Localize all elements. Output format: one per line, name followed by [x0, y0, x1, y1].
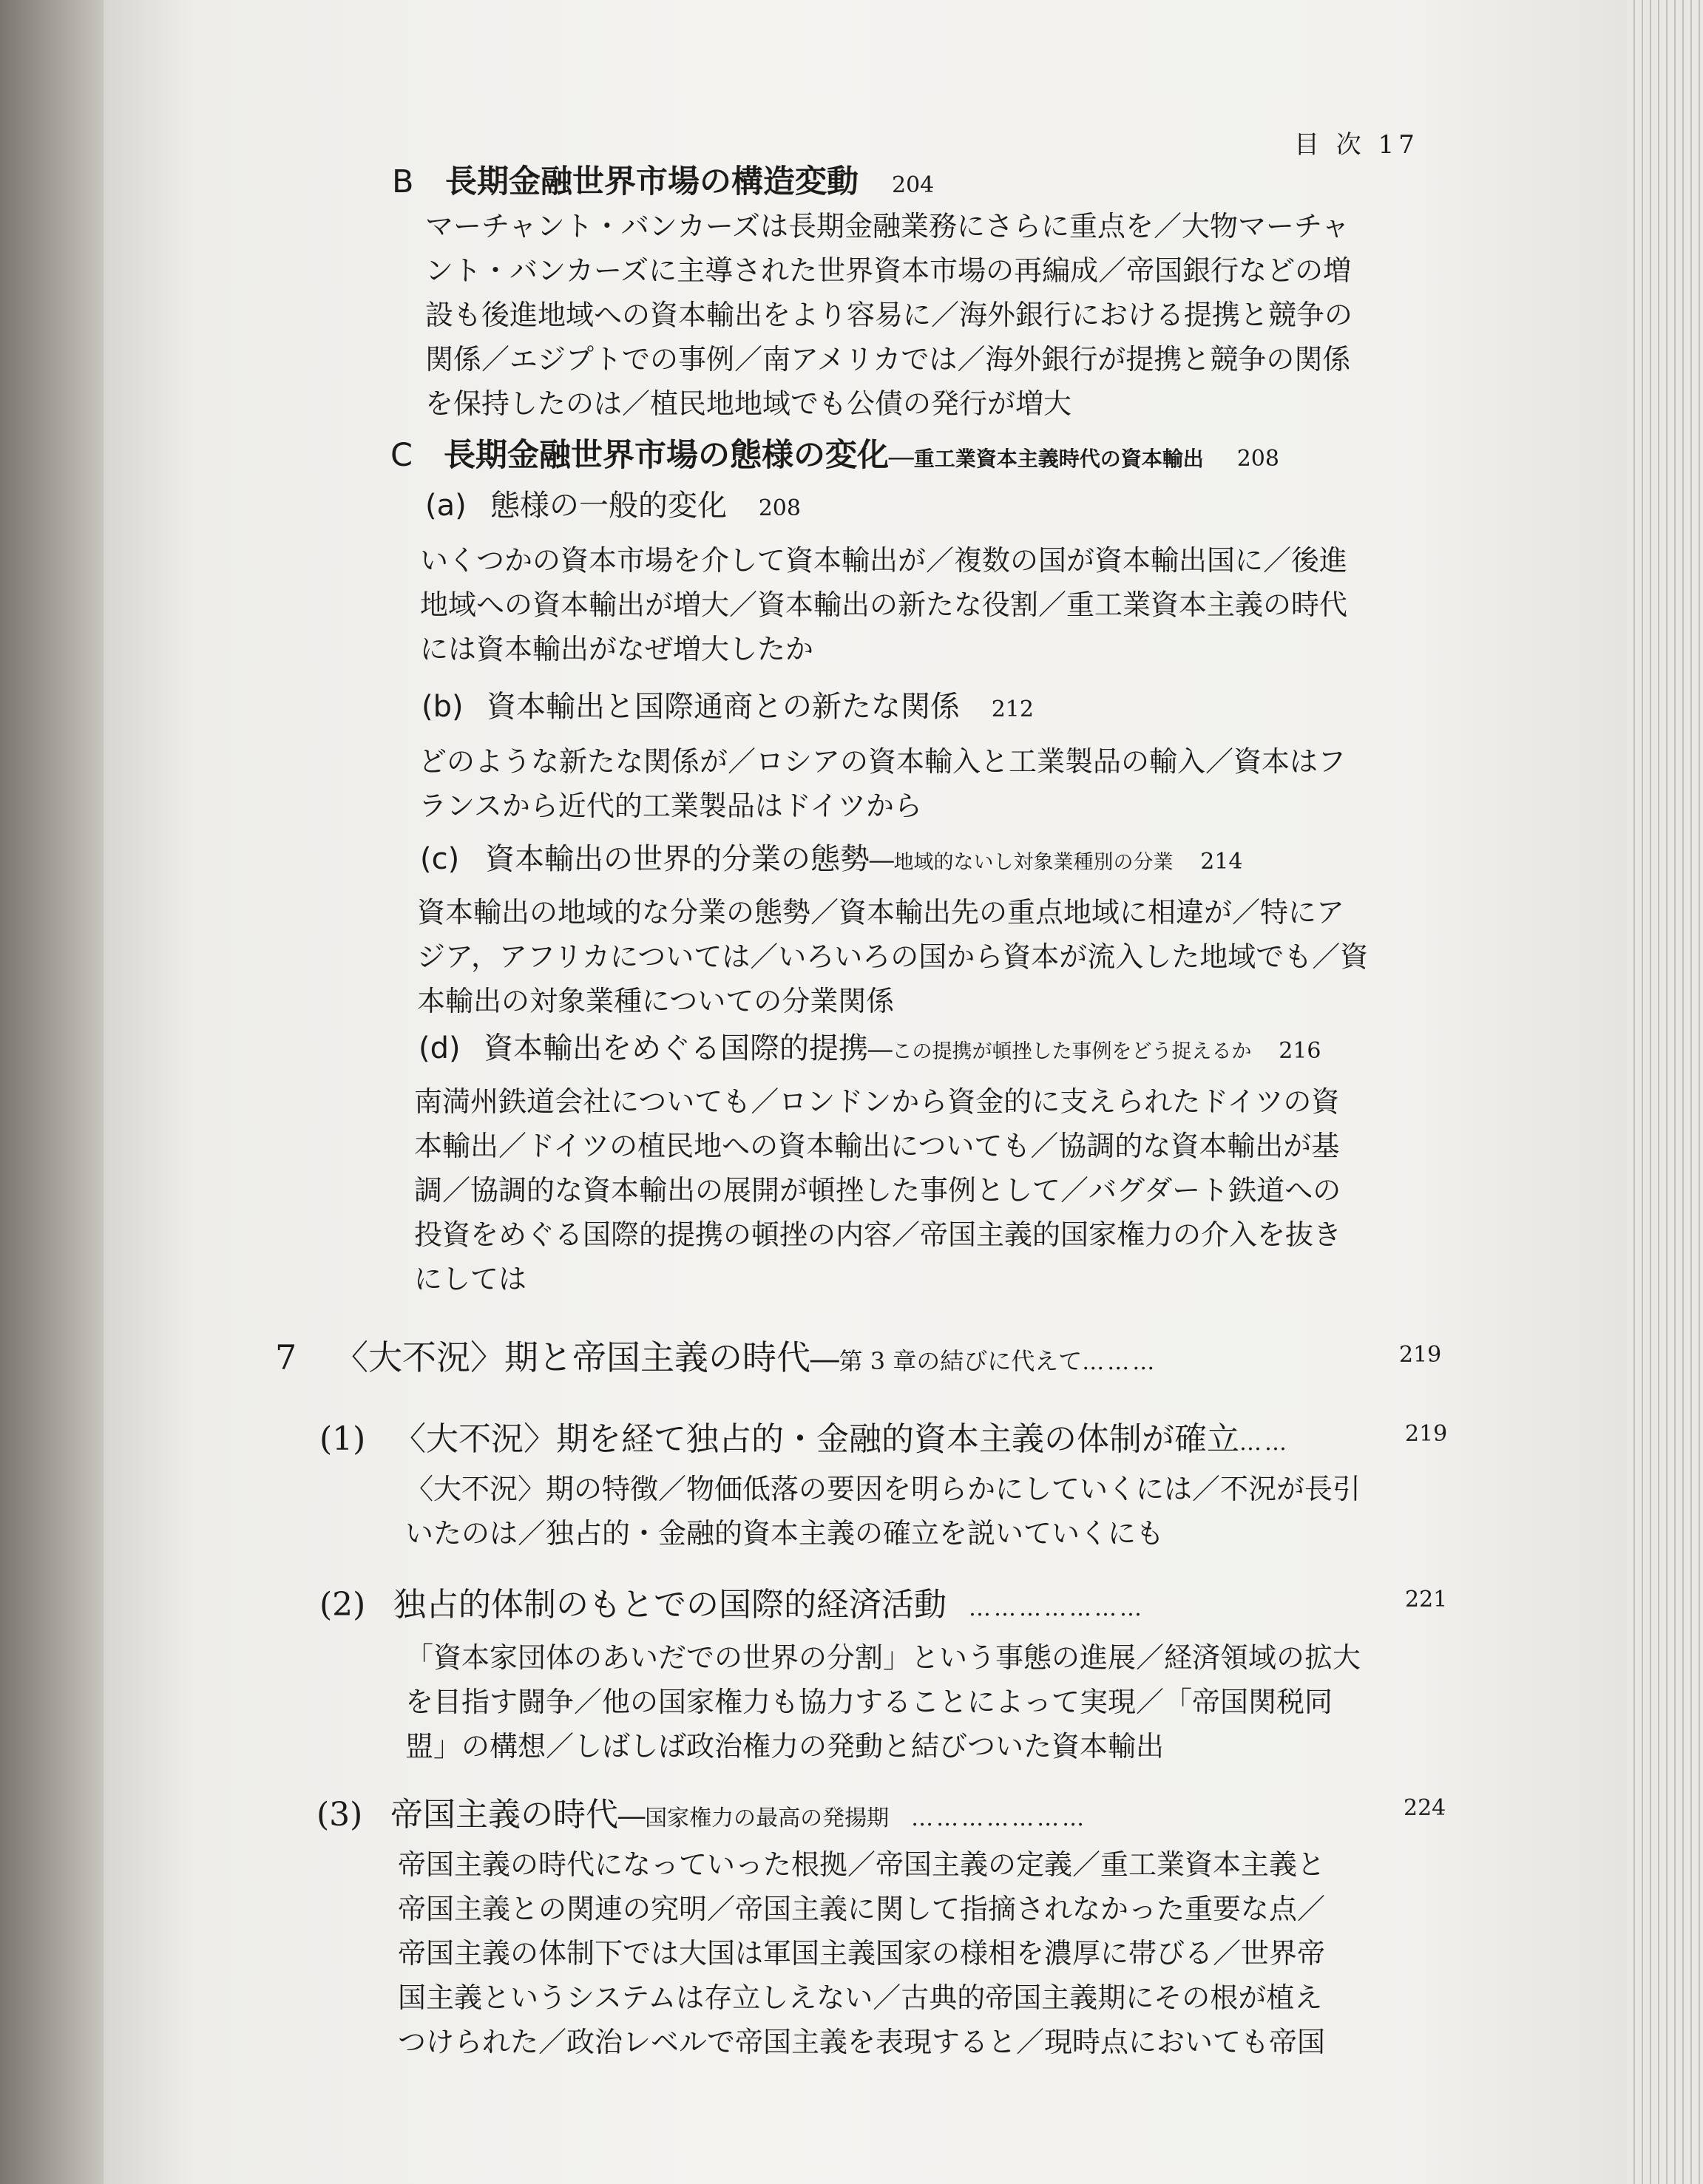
- toc-section-1: [319, 1412, 1290, 1459]
- summary-line: 本輸出／ドイツの植民地への資本輸出についても／協調的な資本輸出が基: [414, 1130, 1340, 1162]
- heading-mark: C: [390, 437, 413, 474]
- summary-line: 関係／エジプトでの事例／南アメリカでは／海外銀行が提携と競争の関係: [425, 343, 1351, 376]
- heading-title: 長期金融世界市場の構造変動: [445, 163, 859, 200]
- summary-line: いくつかの資本市場を介して資本輸出が／複数の国が資本輸出国に／後進: [420, 544, 1348, 577]
- section-title: 帝国主義の時代: [390, 1796, 618, 1834]
- chapter-subtitle: ──第 3 章の結びに代えて: [810, 1347, 1083, 1375]
- toc-heading-b: [392, 157, 934, 202]
- section-subtitle: ──国家権力の最高の発揚期: [618, 1805, 890, 1831]
- summary-line: 帝国主義との関連の究明／帝国主義に関して指摘されなかった重要な点／: [398, 1893, 1326, 1925]
- section-number: (1): [319, 1420, 366, 1458]
- heading-mark: B: [392, 163, 414, 200]
- summary-line: ント・バンカーズに主導された世界資本市場の再編成／帝国銀行などの増: [425, 254, 1352, 287]
- summary-line: 投資をめぐる国際的提携の頓挫の内容／帝国主義的国家権力の介入を抜き: [414, 1218, 1342, 1251]
- summary-line: いたのは／独占的・金融的資本主義の確立を説いていくにも: [405, 1517, 1165, 1550]
- toc-section-2: [319, 1578, 1145, 1625]
- leader-dots: ………: [1082, 1349, 1158, 1375]
- toc-summary-c-item: [417, 890, 1368, 1023]
- leader-dots: …………………: [969, 1595, 1145, 1621]
- summary-line: 〈大不況〉期の特徴／物価低落の要因を明らかにしていくには／不況が長引: [405, 1473, 1361, 1505]
- page-number: 208: [1236, 446, 1279, 472]
- summary-line: ジア，アフリカについては／いろいろの国から資本が流入した地域でも／資: [417, 940, 1369, 973]
- chapter-number: 7: [275, 1337, 297, 1377]
- heading-mark: (a): [425, 489, 467, 523]
- page-number: 214: [1200, 849, 1243, 875]
- summary-line: 資本輸出の地域的な分業の態勢／資本輸出先の重点地域に相違が／特にア: [417, 896, 1345, 929]
- section-title: 〈大不況〉期を経て独占的・金融的資本主義の体制が確立: [393, 1420, 1239, 1458]
- summary-line: 「資本家団体のあいだでの世界の分割」という事態の進展／経済領域の拡大: [405, 1641, 1361, 1674]
- leader-dots: ……: [1239, 1430, 1290, 1456]
- heading-mark: (c): [420, 842, 460, 876]
- summary-line: つけられた／政治レベルで帝国主義を表現すると／現時点においても帝国: [398, 2026, 1326, 2058]
- toc-summary-s3: [398, 1842, 1325, 2064]
- toc-summary-s1: [405, 1467, 1361, 1556]
- summary-line: 帝国主義の体制下では大国は軍国主義国家の様相を濃厚に帯びる／世界帝: [398, 1937, 1326, 1970]
- running-head: 目 次 17: [1294, 130, 1419, 160]
- summary-line: を目指す闘争／他の国家権力も協力することによって実現／「帝国関税同: [405, 1686, 1333, 1718]
- summary-line: 南満州鉄道会社についても／ロンドンから資金的に支えられたドイツの資: [414, 1085, 1340, 1118]
- heading-mark: (b): [421, 690, 464, 724]
- toc-section-3: [316, 1788, 1087, 1835]
- summary-line: 本輸出の対象業種についての分業関係: [417, 985, 895, 1017]
- chapter-title: 〈大不況〉期と帝国主義の時代: [334, 1337, 810, 1377]
- heading-subtitle: ──重工業資本主義時代の資本輸出: [889, 447, 1204, 471]
- heading-title: 資本輸出をめぐる国際的提携: [484, 1031, 868, 1065]
- toc-heading-c: [390, 430, 1279, 475]
- section-title: 独占的体制のもとでの国際的経済活動: [393, 1586, 947, 1624]
- toc-summary-s2: [405, 1635, 1361, 1768]
- section-page-number: 224: [1404, 1795, 1446, 1821]
- toc-summary-a: [420, 538, 1347, 671]
- summary-line: どのような新たな関係が／ロシアの資本輸入と工業製品の輸入／資本はフ: [419, 745, 1347, 778]
- page-number: 212: [991, 696, 1034, 722]
- summary-line: ランスから近代的工業製品はドイツから: [419, 790, 922, 822]
- page-number: 208: [758, 495, 801, 521]
- section-page-number: 221: [1405, 1587, 1448, 1612]
- summary-line: には資本輸出がなぜ増大したか: [420, 633, 814, 665]
- toc-summary-b-item: [419, 739, 1346, 828]
- heading-title: 資本輸出と国際通商との新たな関係: [487, 690, 960, 724]
- heading-title: 長期金融世界市場の態様の変化: [444, 437, 889, 474]
- section-number: (3): [316, 1796, 363, 1834]
- heading-subtitle: ──地域的ないし対象業種別の分業: [870, 851, 1174, 874]
- summary-line: マーチャント・バンカーズは長期金融業務にさらに重点を／大物マーチャ: [425, 210, 1350, 243]
- toc-heading-b-item: [421, 683, 1034, 725]
- summary-line: 地域への資本輸出が増大／資本輸出の新たな役割／重工業資本主義の時代: [420, 589, 1348, 621]
- page-number: 204: [891, 172, 935, 198]
- summary-line: を保持したのは／植民地地域でも公債の発行が増大: [425, 387, 1072, 420]
- summary-line: 設も後進地域への資本輸出をより容易に／海外銀行における提携と競争の: [425, 299, 1353, 331]
- summary-line: 調／協調的な資本輸出の展開が頓挫した事例として／バグダート鉄道への: [414, 1174, 1341, 1207]
- chapter-page-number: 219: [1399, 1342, 1442, 1368]
- summary-line: 盟」の構想／しばしば政治権力の発動と結びついた資本輸出: [405, 1730, 1165, 1763]
- toc-summary-b: [425, 204, 1352, 426]
- toc-heading-a: [425, 482, 801, 524]
- toc-heading-c-item: [420, 835, 1243, 878]
- toc-summary-d-item: [414, 1079, 1341, 1301]
- heading-mark: (d): [419, 1031, 461, 1065]
- summary-line: にしては: [414, 1263, 527, 1295]
- summary-line: 帝国主義の時代になっていった根拠／帝国主義の定義／重工業資本主義と: [398, 1848, 1326, 1881]
- summary-line: 国主義というシステムは存立しえない／古典的帝国主義期にその根が植え: [398, 1981, 1323, 2014]
- page-number: 216: [1279, 1038, 1321, 1064]
- toc-heading-d-item: [419, 1025, 1321, 1067]
- toc-chapter-7: [275, 1331, 1157, 1380]
- section-page-number: 219: [1405, 1421, 1448, 1447]
- leader-dots: …………………: [911, 1805, 1088, 1831]
- heading-title: 資本輸出の世界的分業の態勢: [485, 842, 870, 876]
- heading-subtitle: ──この提携が頓挫した事例をどう捉えるか: [868, 1040, 1252, 1063]
- section-number: (2): [319, 1586, 366, 1624]
- heading-title: 態様の一般的変化: [490, 489, 727, 523]
